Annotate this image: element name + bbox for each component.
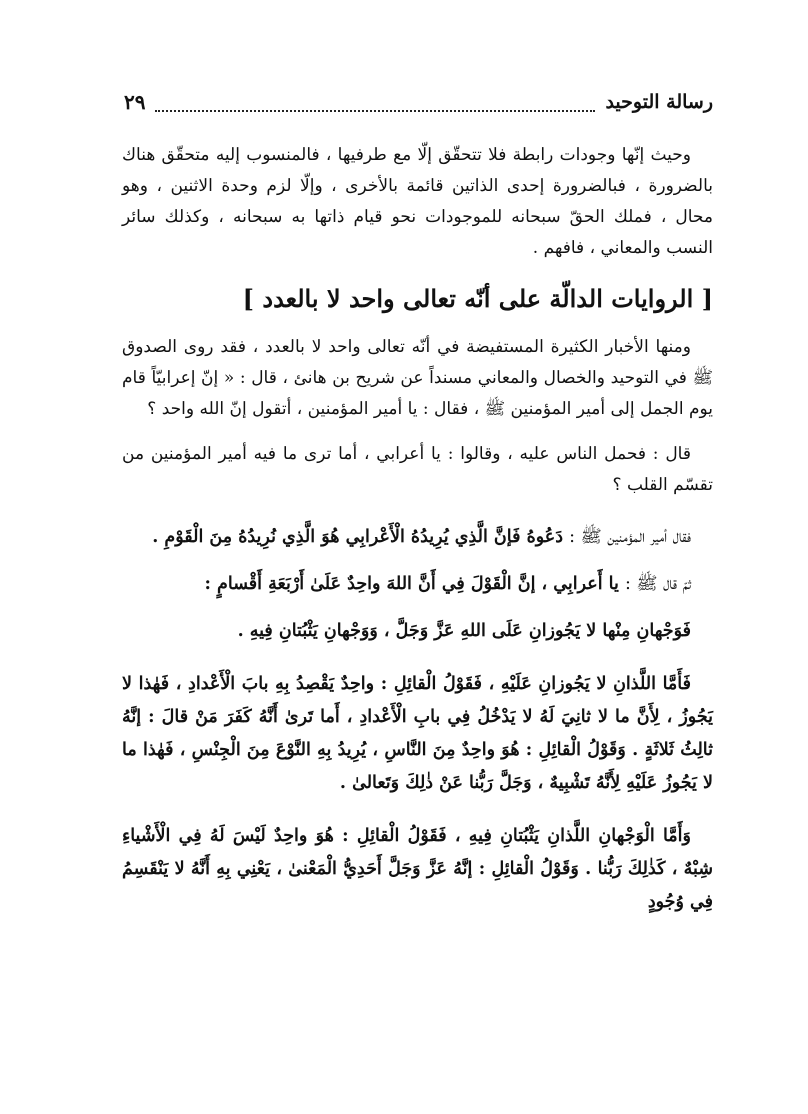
four-meanings-intro: ثمّ قال ﷺ : [624, 574, 691, 594]
page-number: ٢٩ [124, 90, 146, 114]
page-body [122, 140, 713, 919]
paragraph-bound-existents: وحيث إنّها وجودات رابطة فلا تتحقّق إلّا مع طرفيها ، فالمنسوب إليه متحقّق هناك بالضرورة ، فبالضرورة إحدى الذاتين قائمة بالأخرى ، وإلّا لزم وحدة الاثنين ، وهو محال ، فملك الحقّ سبحانه للموجودات نحو قيام ذاتها به سبحانه ، وكذلك سائر النسب والمعاني ، فافهم . [122, 145, 713, 258]
section-heading: [ الروايات الدالّة على أنّه تعالى واحد لا بالعدد ] [242, 284, 713, 313]
paragraph-people-objected: قال : فحمل الناس عليه ، وقالوا : يا أعرابي ، أما ترى ما فيه أمير المؤمنين من تقسّم القلب ؟ [122, 444, 713, 495]
book-title: رسالة التوحيد [605, 91, 713, 113]
header-dot-leader [155, 100, 595, 112]
running-header [124, 86, 713, 118]
reply-quote: دَعُوهُ فَإنَّ الَّذِي يُرِيدُهُ الْأَعْرابِي هُوَ الَّذِي نُرِيدُهُ مِنَ الْقَوْمِ . [152, 527, 564, 547]
paragraph-established-ways: وَأَمَّا الْوَجْهانِ اللَّذانِ يَثْبُتانِ فِيهِ ، فَقَوْلُ الْقائِلِ : هُوَ واحِدٌ لَيْسَ لَهُ فِي الْأَشْياءِ شِبْهٌ ، كَذٰلِكَ رَبُّنا . وَقَوْلُ الْقائِلِ : إنَّهُ عَزَّ وَجَلَّ أَحَدِيُّ الْمَعْنىٰ ، يَعْنِي بِهِ أَنَّهُ لا يَنْقَسِمُ فِي وُجُودٍ [122, 826, 713, 912]
paragraph-narrations: ومنها الأخبار الكثيرة المستفيضة في أنّه تعالى واحد لا بالعدد ، فقد روى الصدوق ﷺ في التوحيد والخصال والمعاني مسنداً عن شريح بن هانئ ، قال : « إنّ إعرابيّاً قام يوم الجمل إلى أمير المؤمنين ﷺ ، فقال : يا أمير المؤمنين ، أتقول إنّ الله واحد ؟ [122, 337, 713, 419]
paragraph-imam-reply [122, 521, 713, 554]
four-meanings-quote: يا أَعرابِي ، إنَّ الْقَوْلَ فِي أَنَّ اللهَ واحِدٌ عَلَىٰ أَرْبَعَةِ أَقْسامٍ : [204, 574, 619, 594]
paragraph-two-ways: فَوَجْهانِ مِنْها لا يَجُوزانِ عَلَى اللهِ عَزَّ وَجَلَّ ، وَوَجْهانِ يَثْبُتانِ فِيهِ . [237, 621, 691, 641]
paragraph-four-meanings [122, 568, 713, 601]
reply-intro: فقال أمير المؤمنين ﷺ : [569, 527, 691, 547]
paragraph-impermissible-ways: فَأَمَّا اللَّذانِ لا يَجُوزانِ عَلَيْهِ ، فَقَوْلُ الْقائِلِ : واحِدٌ يَقْصِدُ بِهِ بابَ الْأَعْدادِ ، فَهٰذا لا يَجُوزُ ، لِأَنَّ ما لا ثانِيَ لَهُ لا يَدْخُلُ فِي بابِ الْأَعْدادِ ، أَما تَرىٰ أَنَّهُ كَفَرَ مَنْ قالَ : إنَّهُ ثالِثُ ثَلاثَةٍ . وَقَوْلُ الْقائِلِ : هُوَ واحِدٌ مِنَ النَّاسِ ، يُرِيدُ بِهِ النَّوْعَ مِنَ الْجِنْسِ ، فَهٰذا ما لا يَجُوزُ عَلَيْهِ لِأَنَّهُ تَشْبِيهٌ ، وَجَلَّ رَبُّنا عَنْ ذٰلِكَ وَتَعالىٰ . [122, 674, 713, 793]
